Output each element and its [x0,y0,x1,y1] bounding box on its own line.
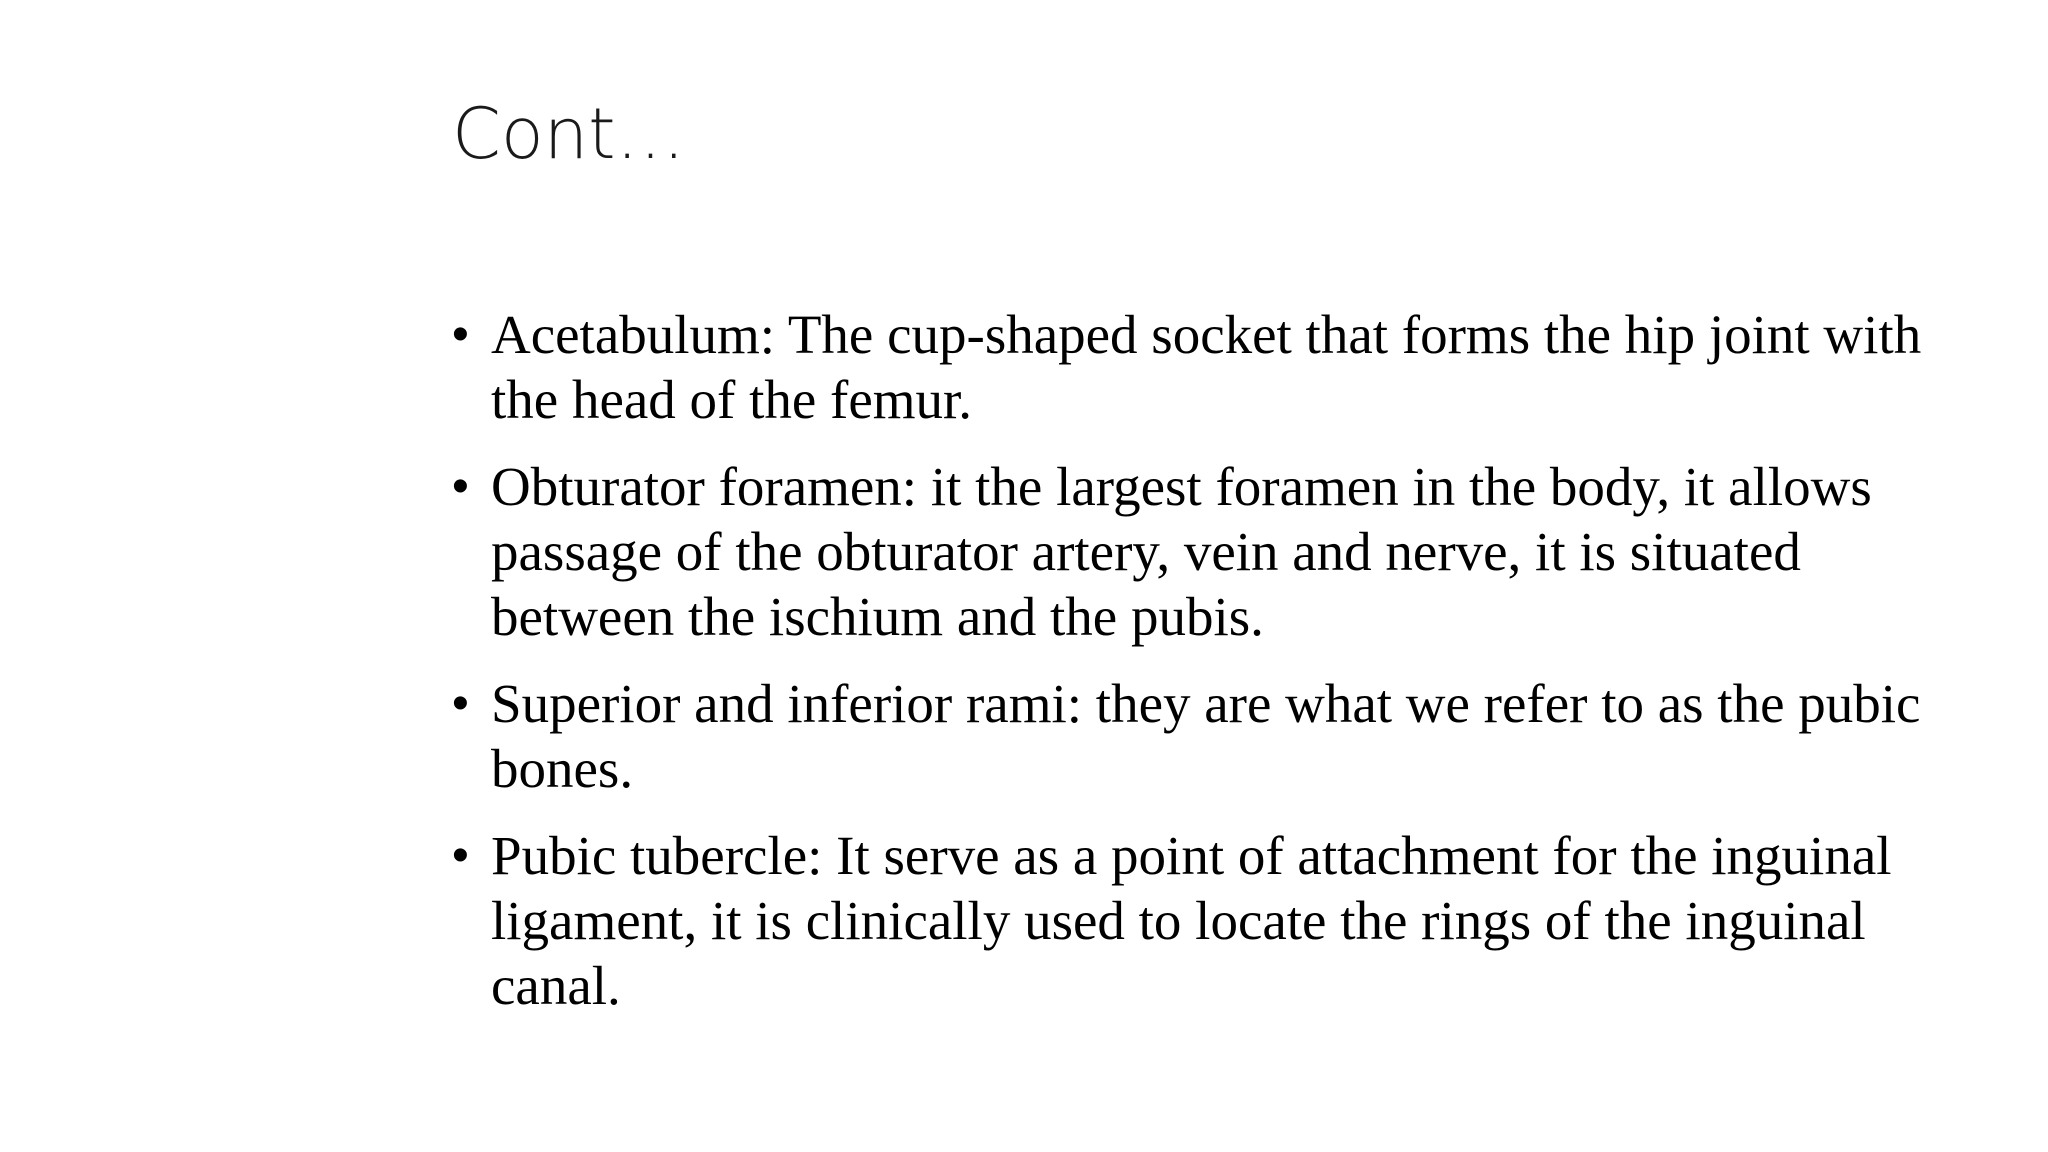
bullet-item-rami [452,671,1952,801]
bullet-text: Obturator foramen: it the largest foramen in the body, it allows passage of the obturator artery, vein and nerve, it is situated between the ischium and the pubis. [491,456,1872,647]
bullet-marker: • [452,677,469,730]
slide-title: Cont… [452,93,686,175]
bullet-marker: • [452,308,469,361]
bullet-item-pubic-tubercle [452,823,1952,1018]
bullet-text: Pubic tubercle: It serve as a point of attachment for the inguinal ligament, it is clinically used to locate the rings of the inguinal canal. [491,825,1892,1016]
bullet-item-obturator-foramen [452,454,1952,649]
bullet-marker: • [452,460,469,513]
bullet-text: Acetabulum: The cup-shaped socket that forms the hip joint with the head of the femur. [491,304,1922,430]
bullet-marker: • [452,829,469,882]
bullet-text: Superior and inferior rami: they are what we refer to as the pubic bones. [491,673,1921,799]
bullet-list [452,302,1952,1040]
bullet-item-acetabulum [452,302,1952,432]
